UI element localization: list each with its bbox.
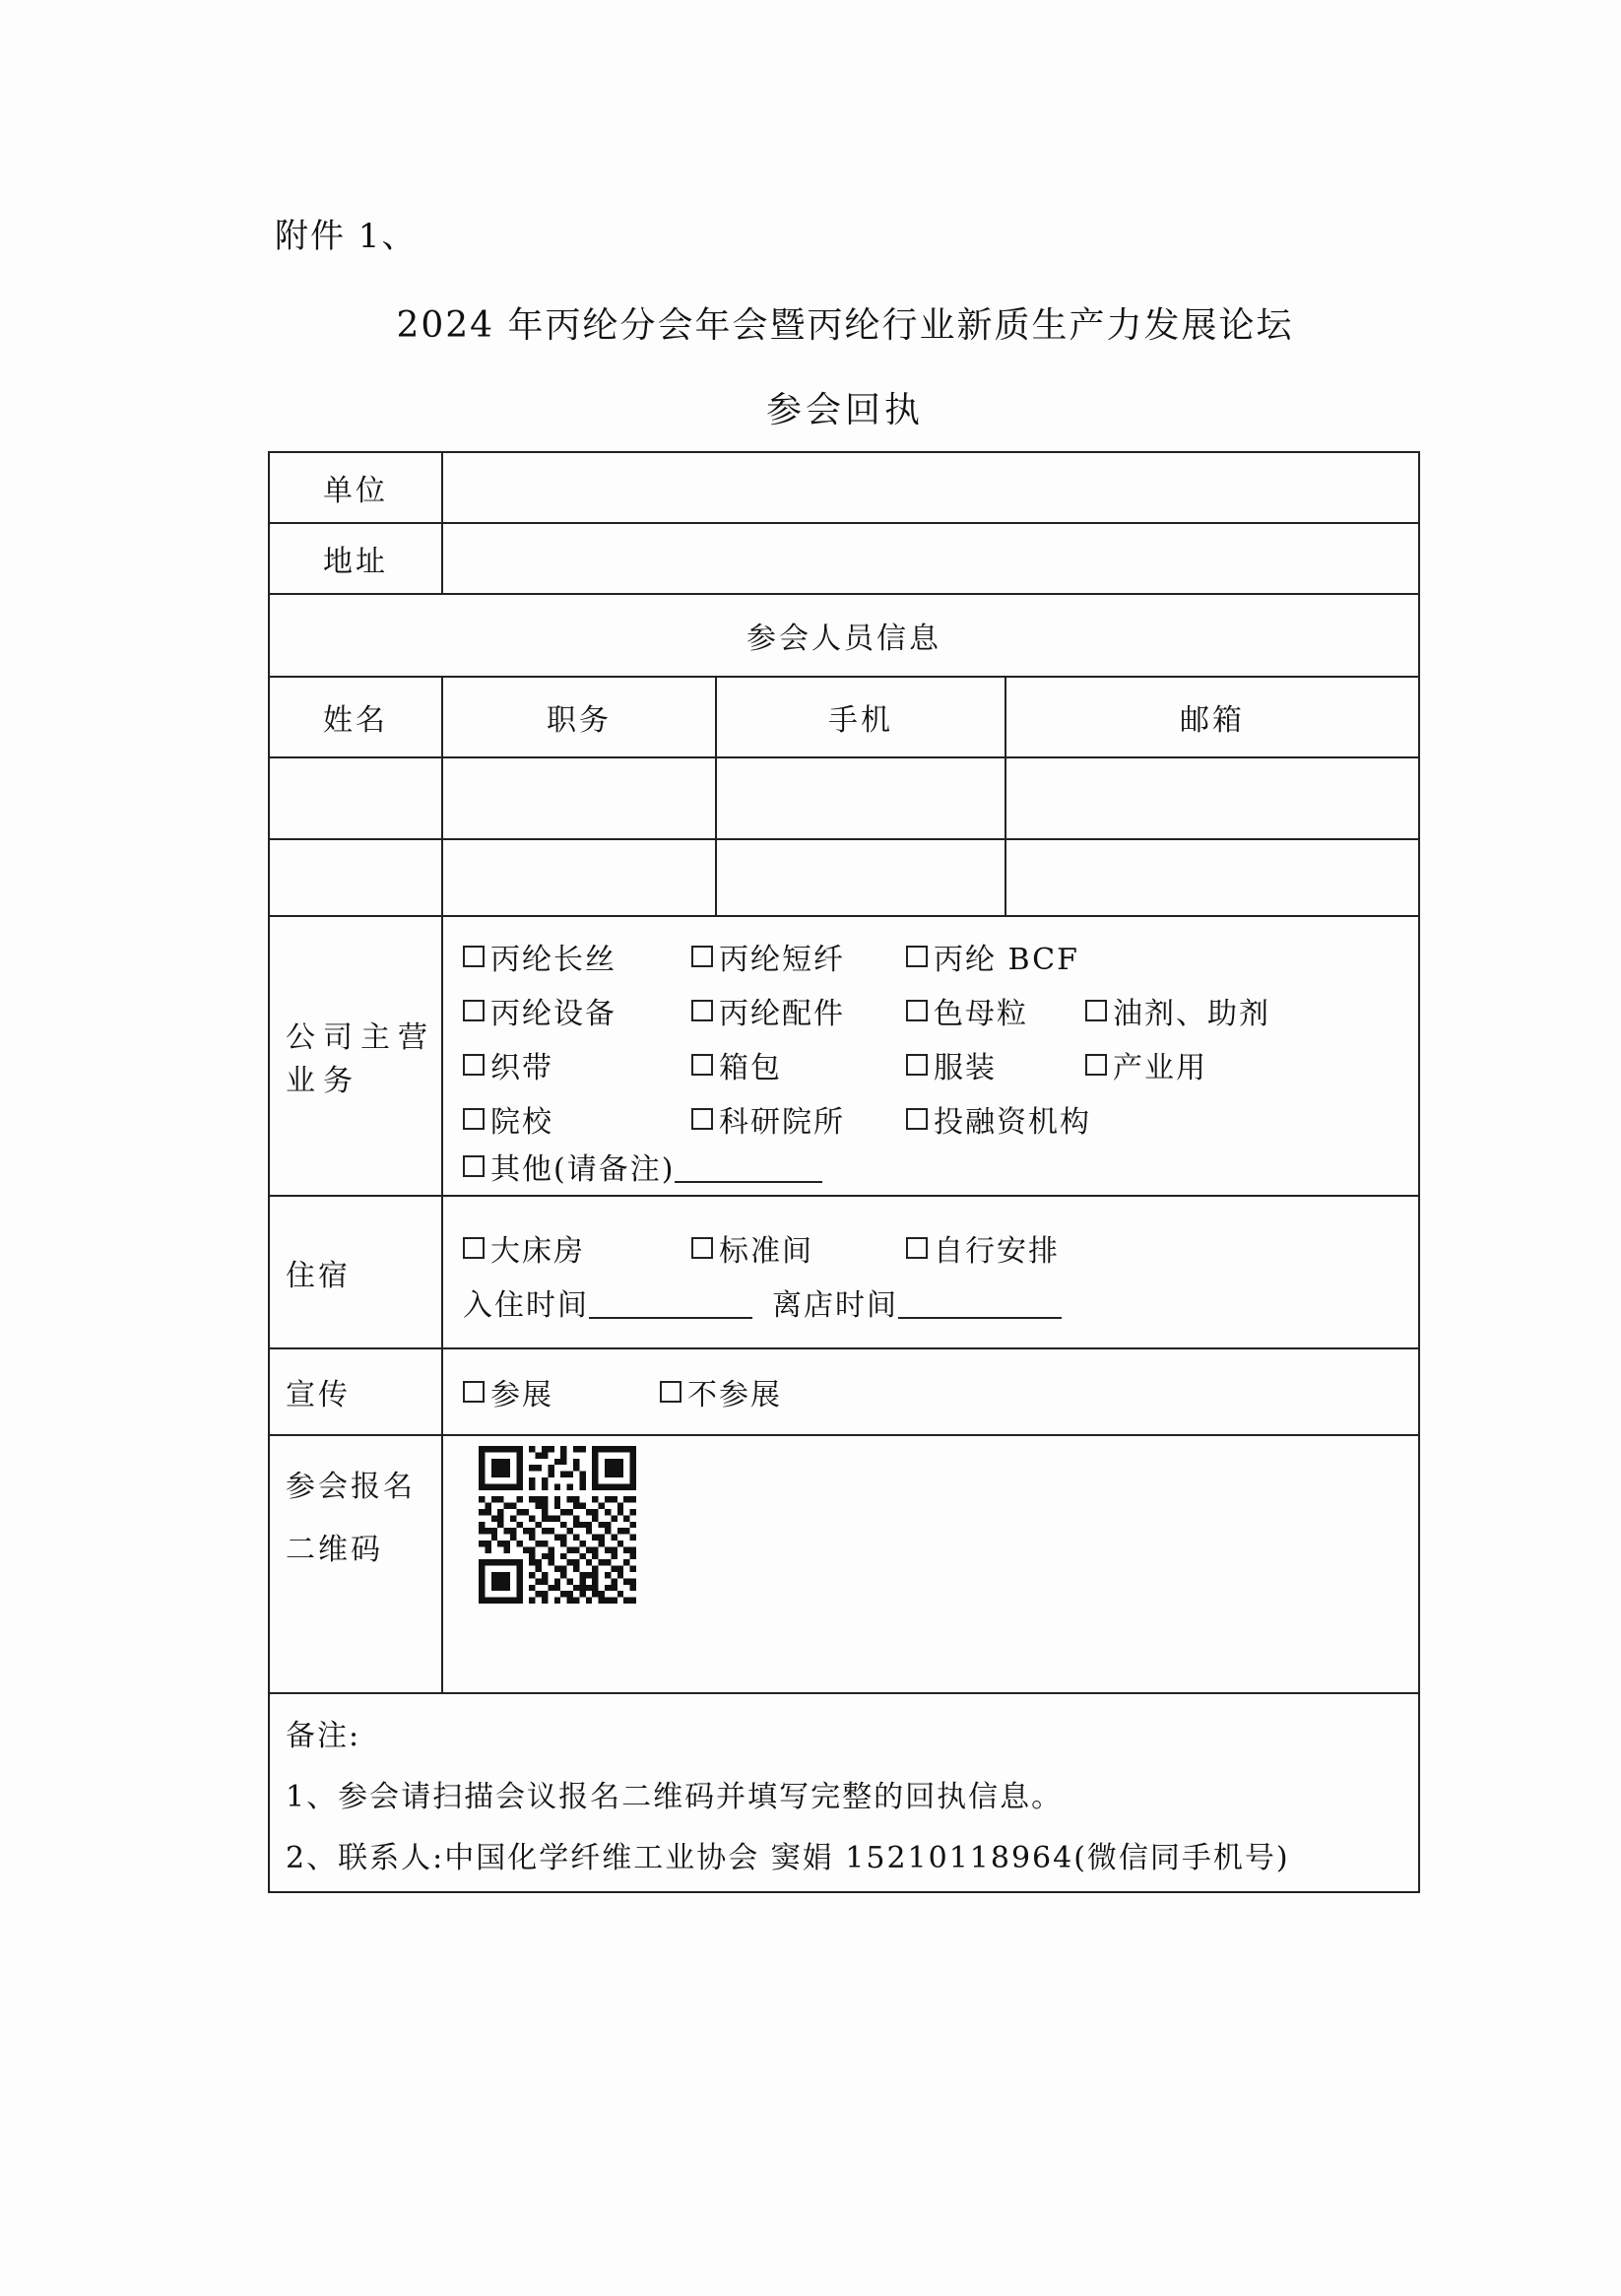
qr-label-line2: 二维码 bbox=[286, 1533, 383, 1567]
business-row-3 bbox=[463, 1037, 1418, 1091]
option-label: 油剂、助剂 bbox=[1113, 996, 1270, 1031]
checkbox-icon[interactable] bbox=[463, 1000, 485, 1021]
unit-label: 单位 bbox=[269, 452, 442, 523]
business-label-line2: 业务 bbox=[286, 1064, 360, 1098]
option-label: 自行安排 bbox=[934, 1233, 1060, 1269]
checkbox-icon[interactable] bbox=[906, 1237, 928, 1259]
lodging-option[interactable] bbox=[463, 1226, 691, 1270]
checkbox-icon[interactable] bbox=[691, 1054, 713, 1076]
option-label: 产业用 bbox=[1113, 1050, 1207, 1085]
promotion-label: 宣传 bbox=[269, 1348, 442, 1435]
other-remark-blank[interactable] bbox=[675, 1149, 822, 1183]
qr-label-line1: 参会报名 bbox=[286, 1470, 416, 1504]
attendee-2-name[interactable] bbox=[269, 839, 442, 916]
attendee-1-phone[interactable] bbox=[716, 757, 1005, 839]
business-option[interactable] bbox=[906, 1097, 1091, 1141]
lodging-row-2 bbox=[463, 1275, 1418, 1329]
business-option[interactable] bbox=[1085, 1043, 1207, 1086]
attendee-2-phone[interactable] bbox=[716, 839, 1005, 916]
column-header-name: 姓名 bbox=[269, 677, 442, 757]
document-title: 2024 年丙纶分会年会暨丙纶行业新质生产力发展论坛 bbox=[396, 305, 1294, 346]
checkbox-icon[interactable] bbox=[463, 1054, 485, 1076]
promotion-option[interactable] bbox=[660, 1370, 782, 1413]
notes-line-1: 1、参会请扫描会议报名二维码并填写完整的回执信息。 bbox=[286, 1780, 1064, 1814]
checkbox-icon[interactable] bbox=[463, 946, 485, 967]
attendee-2-position[interactable] bbox=[442, 839, 716, 916]
option-label: 标准间 bbox=[719, 1233, 813, 1269]
checkbox-icon[interactable] bbox=[906, 1054, 928, 1076]
option-label: 其他(请备注) bbox=[490, 1152, 676, 1187]
checkin-blank[interactable] bbox=[589, 1285, 752, 1319]
option-label: 投融资机构 bbox=[934, 1104, 1091, 1140]
lodging-option[interactable] bbox=[906, 1226, 1060, 1270]
registration-form-table bbox=[268, 451, 1420, 1893]
option-label: 箱包 bbox=[719, 1050, 782, 1085]
lodging-row-1 bbox=[463, 1220, 1418, 1275]
attachment-label: 附件 1、 bbox=[275, 217, 418, 256]
option-label: 丙纶配件 bbox=[719, 996, 845, 1031]
business-option[interactable] bbox=[463, 1043, 691, 1086]
checkbox-icon[interactable] bbox=[463, 1108, 485, 1130]
business-row-2 bbox=[463, 983, 1418, 1037]
unit-input-cell[interactable] bbox=[442, 452, 1419, 523]
checkbox-icon[interactable] bbox=[691, 1237, 713, 1259]
checkout-label: 离店时间 bbox=[772, 1287, 898, 1323]
option-label: 丙纶短纤 bbox=[719, 942, 845, 977]
option-label: 大床房 bbox=[490, 1233, 585, 1269]
document-subtitle: 参会回执 bbox=[765, 390, 924, 430]
option-label: 服装 bbox=[934, 1050, 997, 1085]
address-label: 地址 bbox=[269, 523, 442, 594]
business-row-1 bbox=[463, 929, 1418, 983]
option-label: 丙纶长丝 bbox=[490, 942, 616, 977]
checkbox-icon[interactable] bbox=[691, 1000, 713, 1021]
option-label: 院校 bbox=[490, 1104, 553, 1140]
checkbox-icon[interactable] bbox=[463, 1381, 485, 1403]
promotion-option[interactable] bbox=[463, 1370, 660, 1413]
qr-cell bbox=[442, 1435, 1419, 1693]
column-header-email: 邮箱 bbox=[1005, 677, 1419, 757]
checkout-blank[interactable] bbox=[898, 1285, 1062, 1319]
business-option[interactable] bbox=[691, 989, 906, 1032]
business-row-4 bbox=[463, 1091, 1418, 1146]
lodging-options bbox=[442, 1196, 1419, 1348]
promotion-row bbox=[463, 1365, 1418, 1419]
option-label: 不参展 bbox=[687, 1378, 782, 1412]
option-label: 参展 bbox=[490, 1378, 553, 1412]
qr-label bbox=[269, 1435, 442, 1693]
business-option[interactable] bbox=[463, 1097, 691, 1141]
checkbox-icon[interactable] bbox=[1085, 1054, 1107, 1076]
attendee-2-email[interactable] bbox=[1005, 839, 1419, 916]
business-option[interactable] bbox=[691, 1097, 906, 1141]
business-row-other bbox=[463, 1146, 1418, 1187]
checkbox-icon[interactable] bbox=[691, 1108, 713, 1130]
notes-heading: 备注: bbox=[286, 1719, 361, 1753]
registration-qr-code[interactable] bbox=[479, 1446, 636, 1604]
option-label: 丙纶 BCF bbox=[934, 942, 1079, 977]
option-label: 织带 bbox=[490, 1050, 553, 1085]
business-option[interactable] bbox=[463, 989, 691, 1032]
option-label: 丙纶设备 bbox=[490, 996, 616, 1031]
business-option[interactable] bbox=[691, 1043, 906, 1086]
business-option[interactable] bbox=[906, 1043, 1085, 1086]
option-label: 色母粒 bbox=[934, 996, 1028, 1031]
checkbox-icon[interactable] bbox=[906, 1000, 928, 1021]
option-label: 科研院所 bbox=[719, 1104, 845, 1140]
checkbox-icon[interactable] bbox=[691, 946, 713, 967]
business-option[interactable] bbox=[906, 935, 1085, 978]
business-label bbox=[269, 916, 442, 1196]
column-header-phone: 手机 bbox=[716, 677, 1005, 757]
address-input-cell[interactable] bbox=[442, 523, 1419, 594]
attendee-1-email[interactable] bbox=[1005, 757, 1419, 839]
checkin-label: 入住时间 bbox=[463, 1287, 589, 1323]
checkbox-icon[interactable] bbox=[660, 1381, 681, 1403]
lodging-label: 住宿 bbox=[269, 1196, 442, 1348]
attendee-section-title: 参会人员信息 bbox=[269, 594, 1419, 677]
business-option[interactable] bbox=[906, 989, 1085, 1032]
checkbox-icon[interactable] bbox=[906, 1108, 928, 1130]
promotion-options bbox=[442, 1348, 1419, 1435]
notes-section bbox=[269, 1693, 1419, 1892]
attendee-1-name[interactable] bbox=[269, 757, 442, 839]
checkbox-icon[interactable] bbox=[463, 1237, 485, 1259]
checkbox-icon[interactable] bbox=[463, 1155, 485, 1177]
attendee-1-position[interactable] bbox=[442, 757, 716, 839]
business-option[interactable] bbox=[1085, 989, 1270, 1032]
business-options bbox=[442, 916, 1419, 1196]
business-option-other[interactable] bbox=[463, 1145, 675, 1188]
checkbox-icon[interactable] bbox=[906, 946, 928, 967]
lodging-option[interactable] bbox=[691, 1226, 906, 1270]
business-option[interactable] bbox=[691, 935, 906, 978]
checkbox-icon[interactable] bbox=[1085, 1000, 1107, 1021]
business-option[interactable] bbox=[463, 935, 691, 978]
column-header-position: 职务 bbox=[442, 677, 716, 757]
business-label-line1: 公司主营 bbox=[286, 1020, 435, 1055]
notes-line-2: 2、联系人:中国化学纤维工业协会 窦娟 15210118964(微信同手机号) bbox=[286, 1841, 1290, 1875]
